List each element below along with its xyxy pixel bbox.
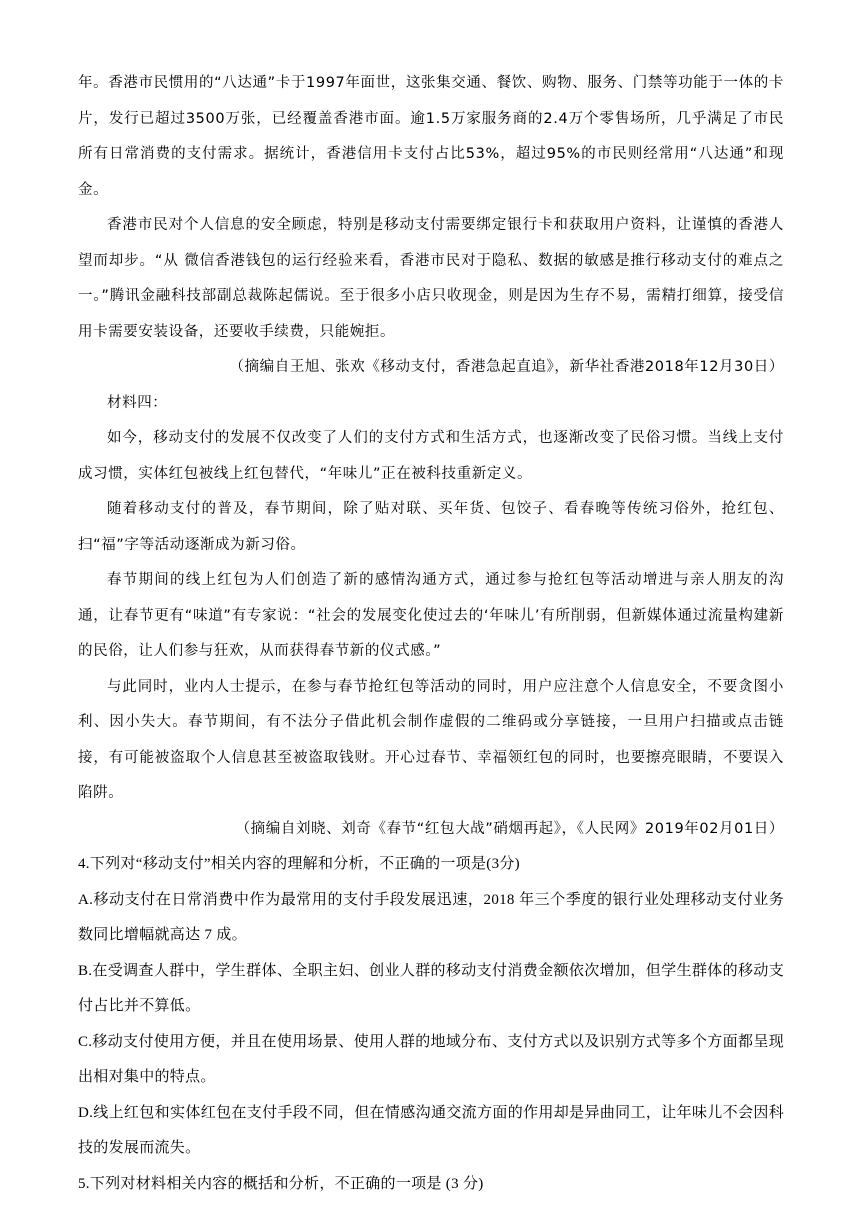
question-4-option-c: C.移动支付使用方便，并且在使用场景、使用人群的地域分布、支付方式以及识别方式等多个方面都呈现出相对集中的特点。 [78, 1033, 784, 1085]
material-four-heading: 材料四： [107, 394, 168, 411]
material-four-paragraph-4: 与此同时，业内人士提示，在参与春节抢红包等活动的同时，用户应注意个人信息安全，不要贪图小利、因小失大。春节期间，有不法分子借此机会制作虚假的二维码或分享链接，一旦用户扫描或点击链接，有可能被盗取个人信息甚至被盗取钱财。开心过春节、幸福领红包的同时，也要擦亮眼睛，不要误入陷阱。 [78, 678, 784, 801]
material-four-paragraph-1: 如今，移动支付的发展不仅改变了人们的支付方式和生活方式，也逐渐改变了民俗习惯。当线上支付成习惯，实体红包被线上红包替代，“年味儿”正在被科技重新定义。 [78, 430, 784, 482]
material-three-source: （摘编自王旭、张欢《移动支付，香港急起直追》，新华社香港2018年12月30日） [229, 359, 784, 375]
question-4-option-d: D.线上红包和实体红包在支付手段不同，但在情感沟通交流方面的作用却是异曲同工，让年味儿不会因科技的发展而流失。 [78, 1104, 784, 1156]
question-5-stem: 5.下列对材料相关内容的概括和分析，不正确的一项是 (3 分) [78, 1175, 484, 1192]
document-page [78, 66, 784, 1202]
material-four-source: （摘编自刘晓、刘奇《春节“红包大战”硝烟再起》，《人民网》2019年02月01日） [235, 820, 784, 837]
material-three-paragraph-2: 香港市民对个人信息的安全顾虑，特别是移动支付需要绑定银行卡和获取用户资料，让谨慎的香港人望而却步。“从 微信香港钱包的运行经验来看，香港市民对于隐私、数据的敏感是推行移动支付的难点之一。”腾讯金融科技部副总裁陈起儒说。至于很多小店只收现金，则是因为生存不易，需精打细算，接受信用卡需要安装设备，还要收手续费，只能婉拒。 [78, 217, 784, 340]
material-three-paragraph-1: 年。香港市民惯用的“八达通”卡于1997年面世，这张集交通、餐饮、购物、服务、门禁等功能于一体的卡片，发行已超过3500万张，已经覆盖香港市面。逾1.5万家服务商的2.4万个零售场所，几乎满足了市民所有日常消费的支付需求。据统计，香港信用卡支付占比53%，超过95%的市民则经常用“八达通”和现金。 [78, 75, 784, 198]
material-four-paragraph-3: 春节期间的线上红包为人们创造了新的感情沟通方式，通过参与抢红包等活动增进与亲人朋友的沟通，让春节更有“味道”有专家说：“社会的发展变化使过去的‘年味儿’有所削弱，但新媒体通过流量构建新的民俗，让人们参与狂欢，从而获得春节新的仪式感。” [78, 572, 784, 659]
material-four-paragraph-2: 随着移动支付的普及，春节期间，除了贴对联、买年货、包饺子、看春晚等传统习俗外，抢红包、扫“福”字等活动逐渐成为新习俗。 [78, 501, 784, 553]
question-4-option-b: B.在受调查人群中，学生群体、全职主妇、创业人群的移动支付消费金额依次增加，但学生群体的移动支付占比并不算低。 [78, 962, 784, 1014]
question-4-option-a: A.移动支付在日常消费中作为最常用的支付手段发展迅速，2018 年三个季度的银行业处理移动支付业务数同比增幅就高达 7 成。 [78, 891, 784, 943]
question-4-stem: 4.下列对“移动支付”相关内容的理解和分析，不正确的一项是(3分) [78, 856, 520, 872]
